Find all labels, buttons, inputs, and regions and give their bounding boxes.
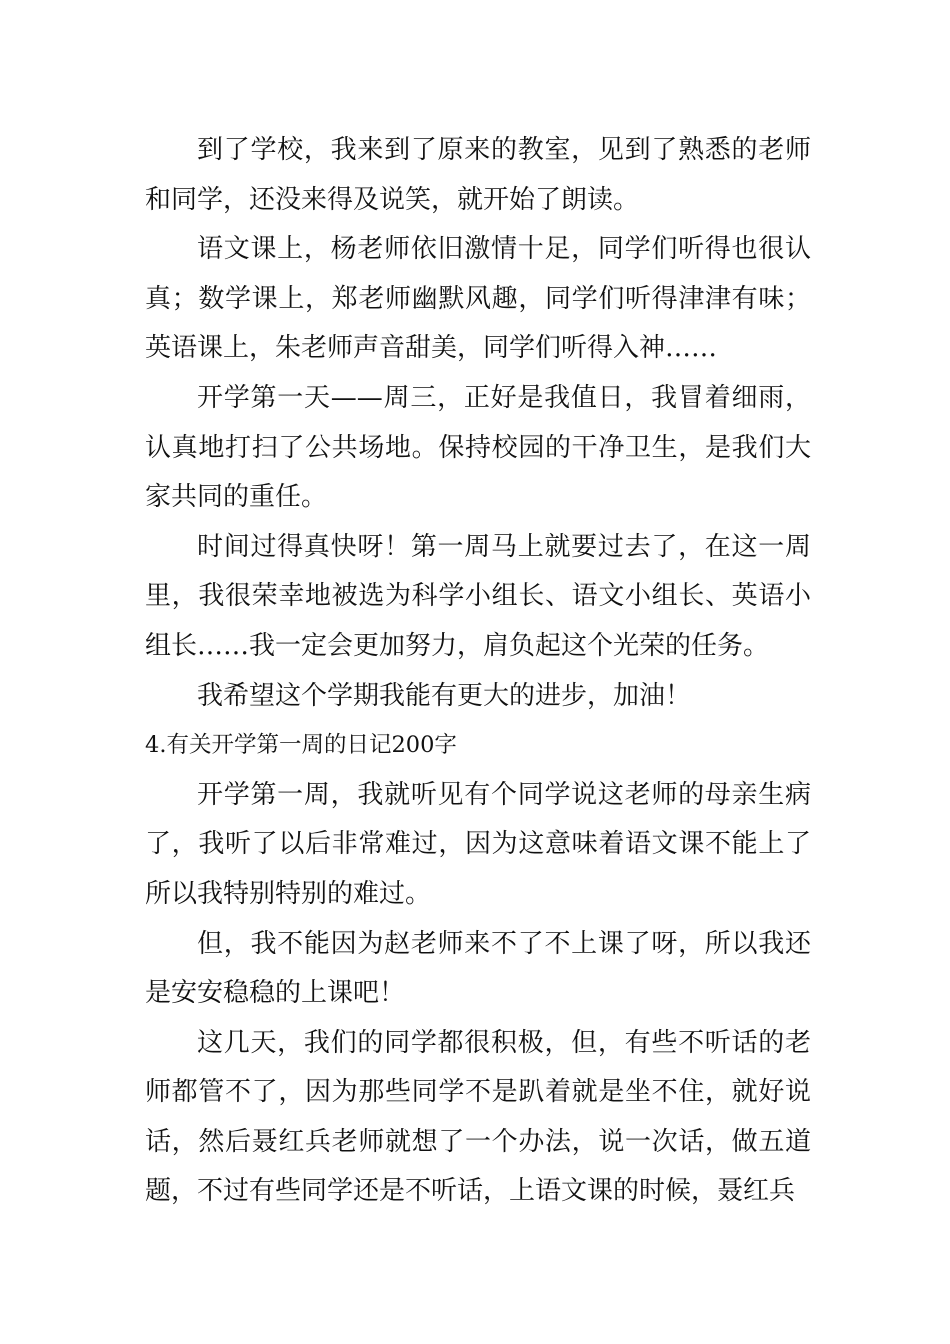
document-body bbox=[145, 126, 811, 1217]
paragraph: 我希望这个学期我能有更大的进步，加油！ bbox=[197, 680, 692, 711]
section-heading: 4.有关开学第一周的日记200字 bbox=[145, 732, 457, 759]
paragraph: 这几天，我们的同学都很积极，但，有些不听话的老师都管不了，因为那些同学不是趴着就是坐不住，就好说话，然后聂红兵老师就想了一个办法，说一次话，做五道题，不过有些同学还是不听话，上语文课的时候，聂红兵 bbox=[145, 1027, 811, 1207]
paragraph: 到了学校，我来到了原来的教室，见到了熟悉的老师和同学，还没来得及说笑，就开始了朗读。 bbox=[145, 135, 811, 215]
paragraph: 开学第一天——周三，正好是我值日，我冒着细雨，认真地打扫了公共场地。保持校园的干净卫生，是我们大家共同的重任。 bbox=[145, 382, 811, 513]
paragraph: 时间过得真快呀！第一周马上就要过去了，在这一周里，我很荣幸地被选为科学小组长、语文小组长、英语小组长……我一定会更加努力，肩负起这个光荣的任务。 bbox=[145, 531, 811, 661]
paragraph: 但，我不能因为赵老师来不了不上课了呀，所以我还是安安稳稳的上课吧！ bbox=[145, 928, 811, 1009]
paragraph: 语文课上，杨老师依旧激情十足，同学们听得也很认真；数学课上，郑老师幽默风趣，同学们听得津津有味；英语课上，朱老师声音甜美，同学们听得入神…… bbox=[145, 234, 811, 364]
paragraph: 开学第一周，我就听见有个同学说这老师的母亲生病了，我听了以后非常难过，因为这意味着语文课不能上了所以我特别特别的难过。 bbox=[145, 779, 811, 909]
